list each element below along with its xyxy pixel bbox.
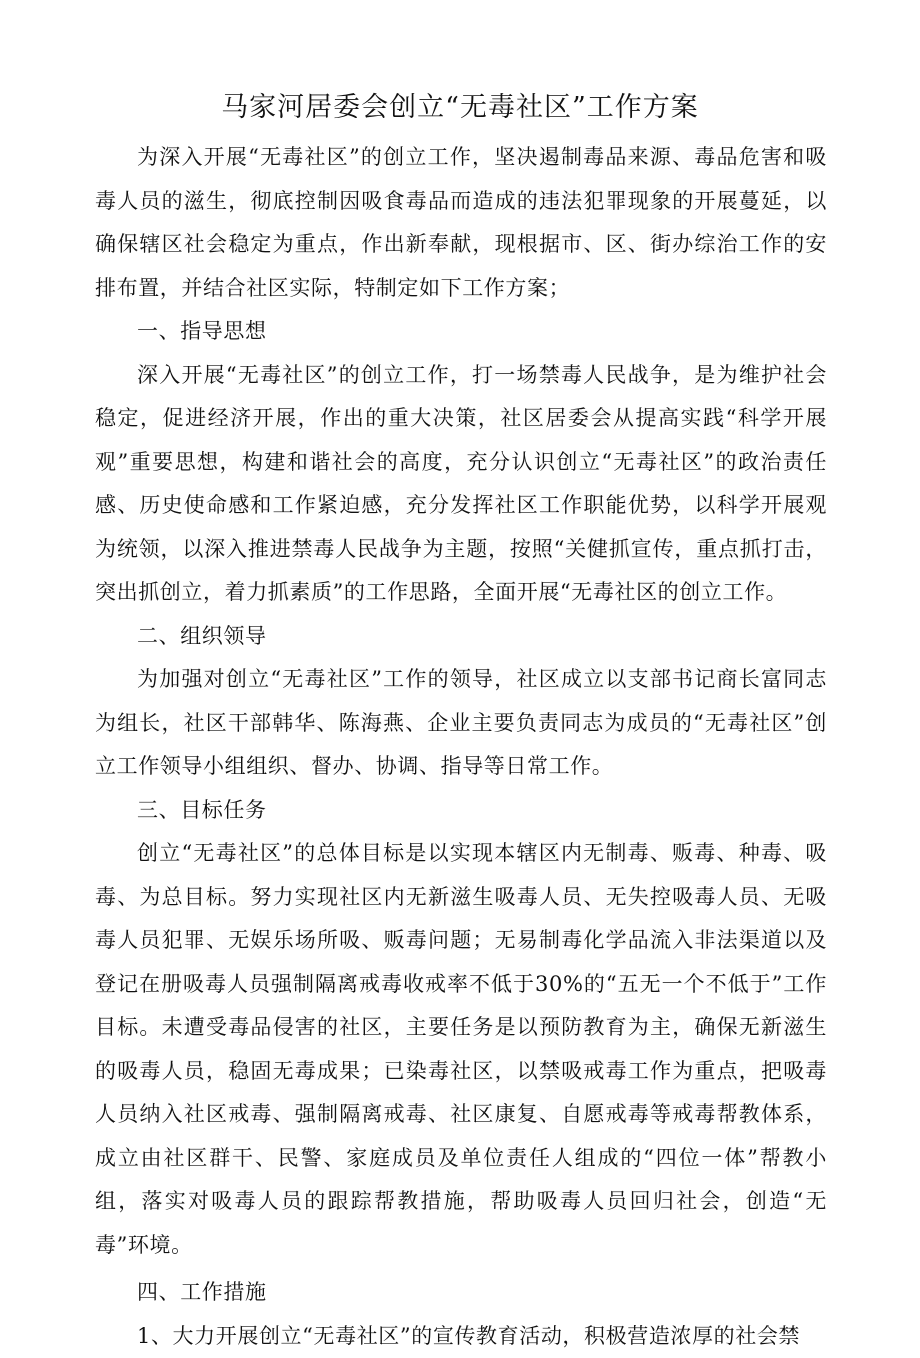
section-heading-guiding-thought: 一、指导思想 (95, 310, 827, 354)
section-heading-goals: 三、目标任务 (95, 789, 827, 833)
section-text-guiding-thought: 深入开展“无毒社区”的创立工作，打一场禁毒人民战争，是为维护社会稳定，促进经济开展，作出的重大决策，社区居委会从提高实践“科学开展观”重要思想，构建和谐社会的高度，充分认识创立“无毒社区”的政治责任感、历史使命感和工作紧迫感，充分发挥社区工作职能优势，以科学开展观为统领，以深入推进禁毒人民战争为主题，按照“关健抓宣传，重点抓打击，突出抓创立，着力抓素质”的工作思路，全面开展“无毒社区的创立工作。 (95, 354, 827, 615)
section-heading-measures: 四、工作措施 (95, 1271, 827, 1315)
document-title: 马家河居委会创立“无毒社区”工作方案 (0, 88, 920, 128)
section-text-goals: 创立“无毒社区”的总体目标是以实现本辖区内无制毒、贩毒、种毒、吸毒、为总目标。努力实现社区内无新滋生吸毒人员、无失控吸毒人员、无吸毒人员犯罪、无娱乐场所吸、贩毒问题；无易制毒化学品流入非法渠道以及登记在册吸毒人员强制隔离戒毒收戒率不低于30%的“五无一个不低于”工作目标。未遭受毒品侵害的社区，主要任务是以预防教育为主，确保无新滋生的吸毒人员，稳固无毒成果；已染毒社区，以禁吸戒毒工作为重点，把吸毒人员纳入社区戒毒、强制隔离戒毒、社区康复、自愿戒毒等戒毒帮教体系，成立由社区群干、民警、家庭成员及单位责任人组成的“四位一体”帮教小组，落实对吸毒人员的跟踪帮教措施，帮助吸毒人员回归社会，创造“无毒”环境。 (95, 832, 827, 1267)
intro-paragraph: 为深入开展“无毒社区”的创立工作，坚决遏制毒品来源、毒品危害和吸毒人员的滋生，彻底控制因吸食毒品而造成的违法犯罪现象的开展蔓延，以确保辖区社会稳定为重点，作出新奉献，现根据市、区、街办综治工作的安排布置，并结合社区实际，特制定如下工作方案； (95, 136, 827, 310)
section-text-organization: 为加强对创立“无毒社区”工作的领导，社区成立以支部书记商长富同志为组长，社区干部韩华、陈海燕、企业主要负责同志为成员的“无毒社区”创立工作领导小组组织、督办、协调、指导等日常工作。 (95, 658, 827, 789)
section-text-measures: 1、大力开展创立“无毒社区”的宣传教育活动，积极营造浓厚的社会禁 (95, 1315, 827, 1358)
document-body (95, 136, 827, 1358)
section-heading-organization: 二、组织领导 (95, 615, 827, 659)
